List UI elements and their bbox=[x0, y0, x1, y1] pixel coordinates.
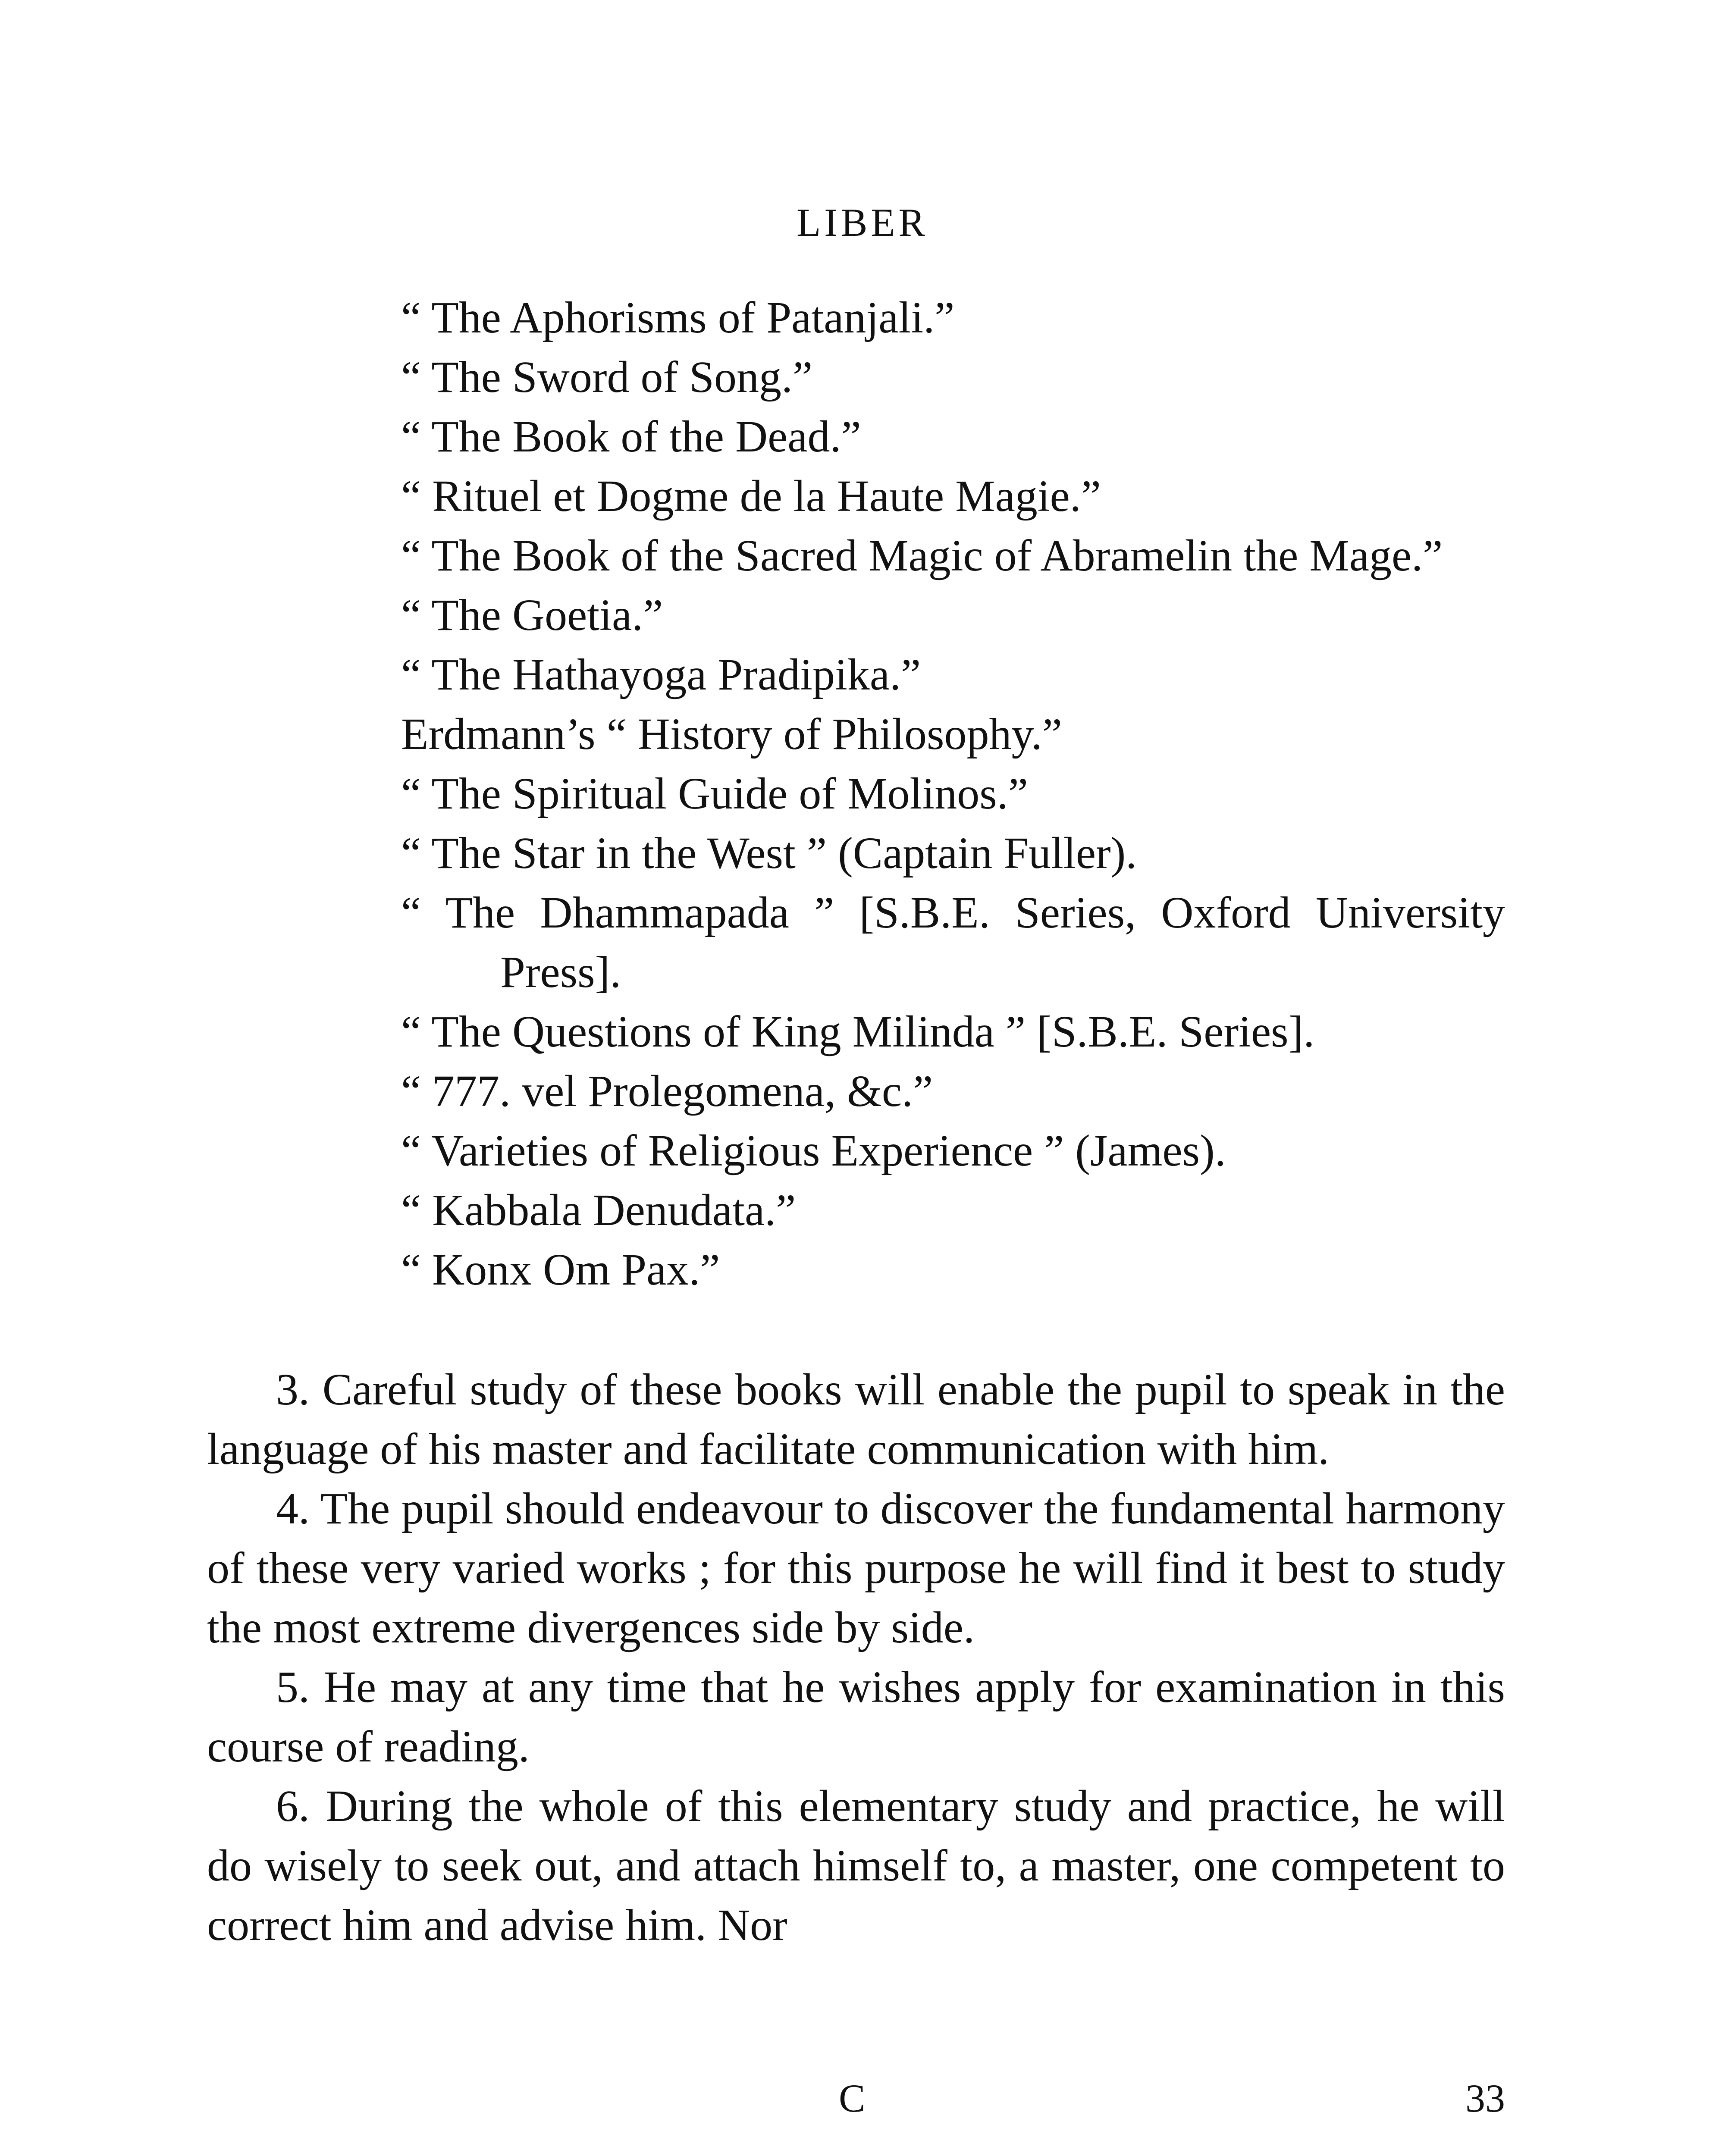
book-list-item: “ The Hathayoga Pradipika.” bbox=[401, 650, 921, 699]
paragraph-text: He may at any time that he wishes apply for examination in this course of reading. bbox=[207, 1662, 1505, 1771]
book-list-item: “ The Book of the Dead.” bbox=[401, 412, 861, 461]
book-list-item: “ The Book of the Sacred Magic of Abramelin the Mage.” bbox=[401, 531, 1443, 580]
book-list-item: “ Kabbala Denudata.” bbox=[401, 1185, 796, 1235]
book-list bbox=[401, 288, 1505, 1300]
book-list-item: “ 777. vel Prolegomena, &c.” bbox=[401, 1066, 933, 1116]
paragraph-4 bbox=[207, 1479, 1505, 1658]
paragraph-text: During the whole of this elementary study and practice, he will do wisely to seek out, and attach himself to, a master, one competent to correct him and advise him. Nor bbox=[207, 1781, 1505, 1950]
paragraph-number: 4. bbox=[276, 1484, 310, 1533]
paragraph-number: 6. bbox=[276, 1781, 310, 1831]
book-list-item: “ The Spiritual Guide of Molinos.” bbox=[401, 769, 1028, 818]
book-list-item: “ The Sword of Song.” bbox=[401, 352, 813, 402]
paragraph-text: The pupil should endeavour to discover the fundamental harmony of these very varied works ; for this purpose he will find it best to study the most extreme divergences side by side. bbox=[207, 1484, 1505, 1652]
paragraph-6 bbox=[207, 1777, 1505, 1955]
paragraph-5 bbox=[207, 1658, 1505, 1777]
book-list-item: “ The Goetia.” bbox=[401, 590, 663, 640]
running-head: LIBER bbox=[797, 201, 928, 244]
body-text bbox=[207, 1360, 1505, 1955]
paragraph-number: 5. bbox=[276, 1662, 310, 1712]
book-list-item: “ Varieties of Religious Experience ” (James). bbox=[401, 1126, 1226, 1175]
book-list-item: “ The Questions of King Milinda ” [S.B.E. Series]. bbox=[401, 1007, 1315, 1056]
book-list-item: “ The Dhammapada ” [S.B.E. Series, Oxford University Press]. bbox=[401, 888, 1505, 997]
signature-mark: C bbox=[839, 2076, 866, 2120]
paragraph-number: 3. bbox=[276, 1365, 310, 1414]
page-number: 33 bbox=[1465, 2076, 1505, 2120]
book-list-item: “ The Star in the West ” (Captain Fuller). bbox=[401, 828, 1137, 878]
paragraph-3 bbox=[207, 1360, 1505, 1479]
paragraph-text: Careful study of these books will enable the pupil to speak in the language of his master and facilitate communication with him. bbox=[207, 1365, 1505, 1474]
book-list-item: “ Rituel et Dogme de la Haute Magie.” bbox=[401, 471, 1101, 521]
book-list-item: “ The Aphorisms of Patanjali.” bbox=[401, 293, 955, 342]
book-list-item: Erdmann’s “ History of Philosophy.” bbox=[401, 709, 1062, 759]
book-list-item: “ Konx Om Pax.” bbox=[401, 1245, 720, 1294]
